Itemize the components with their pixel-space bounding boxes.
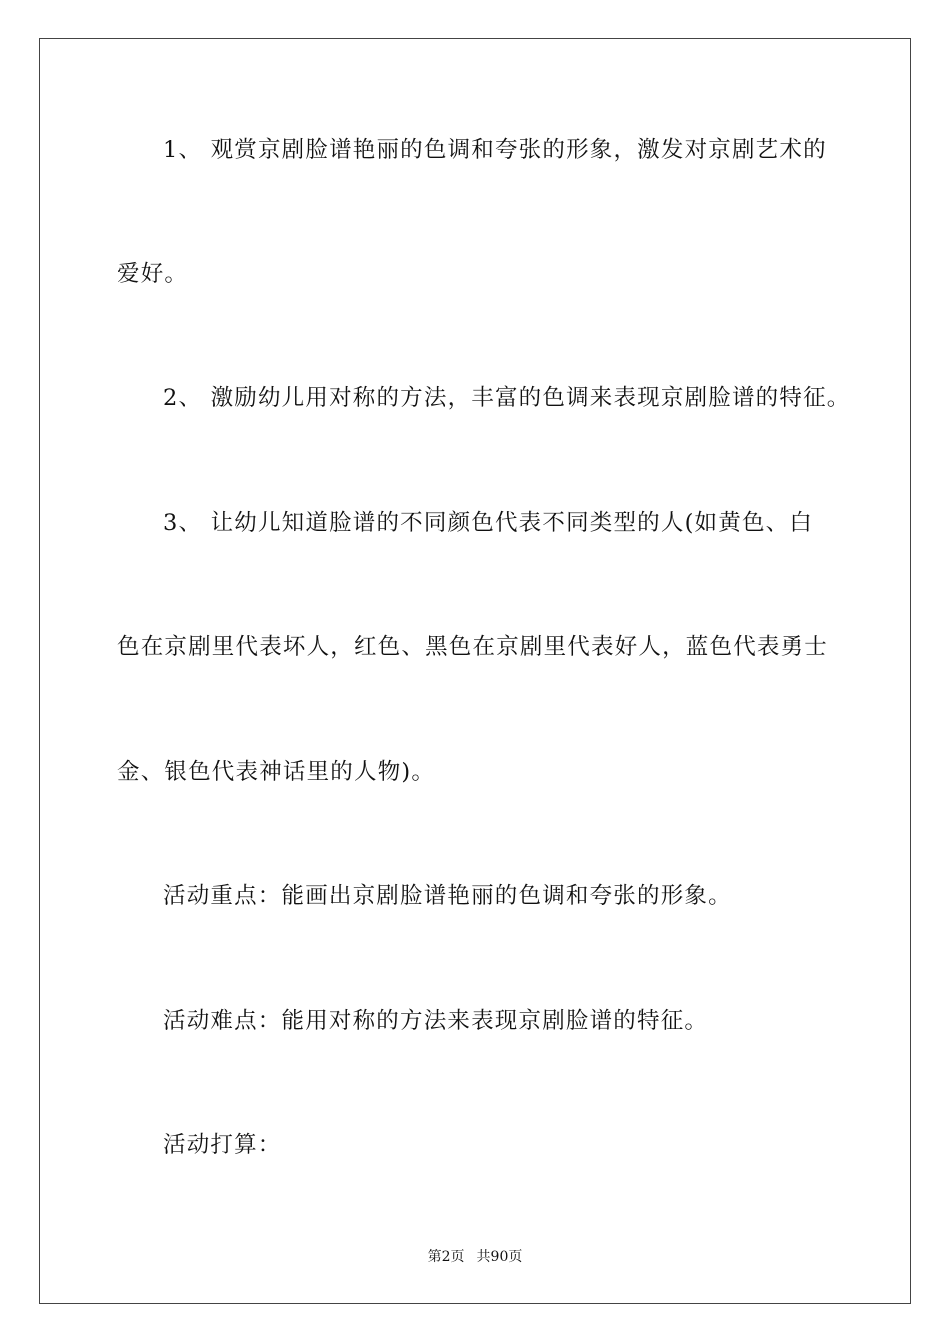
page-border	[39, 38, 911, 1304]
text-line: 1、 观赏京剧脸谱艳丽的色调和夸张的形象，激发对京剧艺术的	[163, 137, 827, 163]
text-line: 活动重点：能画出京剧脸谱艳丽的色调和夸张的形象。	[163, 883, 732, 909]
text-line: 爱好。	[117, 261, 189, 287]
page-number: 第2页	[427, 1249, 465, 1265]
text-line: 3、 让幼儿知道脸谱的不同颜色代表不同类型的人(如黄色、白	[163, 510, 814, 536]
text-line: 活动难点：能用对称的方法来表现京剧脸谱的特征。	[163, 1008, 709, 1034]
text-line: 2、 激励幼儿用对称的方法，丰富的色调来表现京剧脸谱的特征。	[163, 385, 851, 411]
text-line: 金、银色代表神话里的人物)。	[117, 759, 436, 785]
page-total: 共90页	[476, 1249, 523, 1265]
text-line: 色在京剧里代表坏人，红色、黑色在京剧里代表好人，蓝色代表勇士	[117, 634, 829, 660]
page-footer	[0, 1248, 950, 1266]
text-line: 活动打算：	[163, 1132, 282, 1158]
